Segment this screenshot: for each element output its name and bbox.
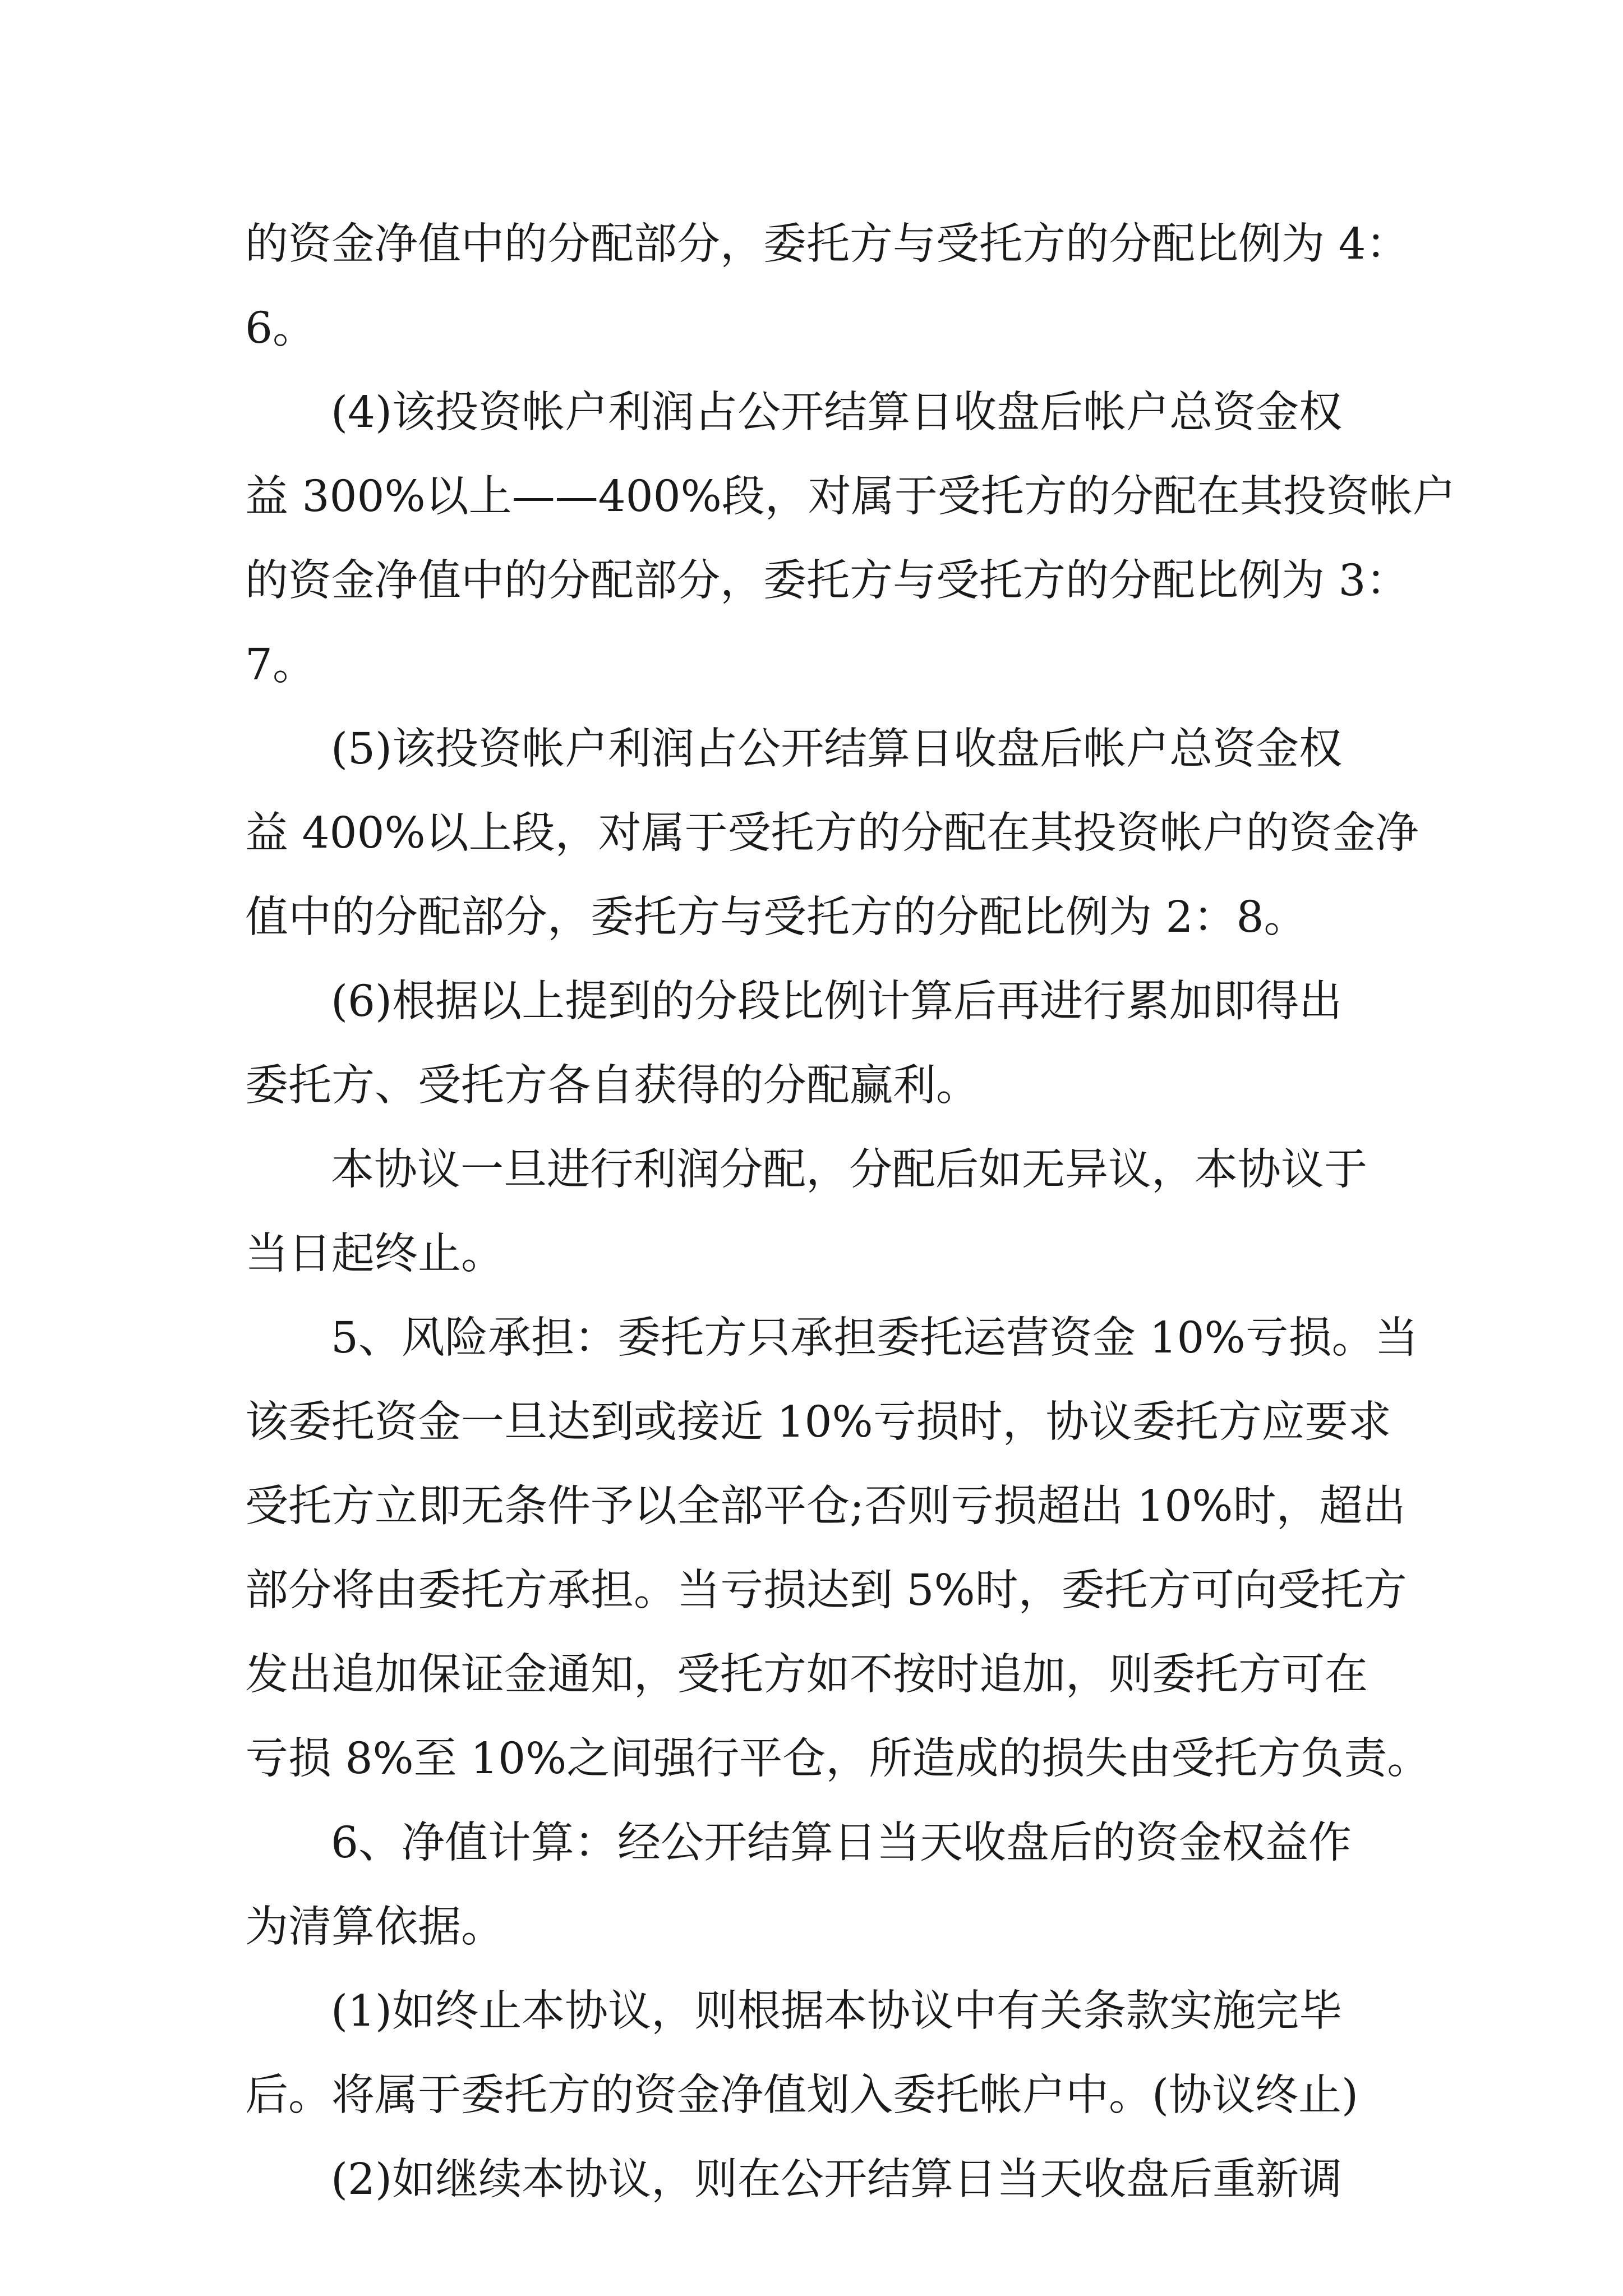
- text-line: (1)如终止本协议，则根据本协议中有关条款实施完毕: [331, 1986, 1343, 2036]
- text-line: 发出追加保证金通知，受托方如不按时追加，则委托方可在: [245, 1650, 1368, 1700]
- text-line: 为清算依据。: [245, 1902, 504, 1952]
- text-line: 的资金净值中的分配部分，委托方与受托方的分配比例为 4：: [245, 219, 1409, 269]
- text-line: 受托方立即无条件予以全部平仓;否则亏损超出 10%时，超出: [245, 1481, 1406, 1531]
- text-line: 当日起终止。: [245, 1229, 504, 1279]
- text-line: 7。: [245, 640, 316, 690]
- text-line: 的资金净值中的分配部分，委托方与受托方的分配比例为 3：: [245, 556, 1409, 606]
- text-line: 该委托资金一旦达到或接近 10%亏损时，协议委托方应要求: [245, 1397, 1391, 1447]
- text-line: 6。: [245, 303, 316, 353]
- text-line: (2)如继续本协议，则在公开结算日当天收盘后重新调: [331, 2155, 1343, 2205]
- text-line: 委托方、受托方各自获得的分配赢利。: [245, 1061, 979, 1111]
- text-line: 5、风险承担：委托方只承担委托运营资金 10%亏损。当: [331, 1313, 1418, 1363]
- text-line: 6、净值计算：经公开结算日当天收盘后的资金权益作: [331, 1818, 1352, 1868]
- text-line: 值中的分配部分，委托方与受托方的分配比例为 2：8。: [245, 892, 1307, 942]
- text-line: (4)该投资帐户利润占公开结算日收盘后帐户总资金权: [331, 388, 1343, 438]
- text-line: (6)根据以上提到的分段比例计算后再进行累加即得出: [331, 977, 1343, 1027]
- text-line: 益 400%以上段，对属于受托方的分配在其投资帐户的资金净: [245, 808, 1419, 858]
- text-line: 益 300%以上——400%段，对属于受托方的分配在其投资帐户: [245, 472, 1456, 522]
- text-line: (5)该投资帐户利润占公开结算日收盘后帐户总资金权: [331, 724, 1343, 774]
- text-line: 亏损 8%至 10%之间强行平仓，所造成的损失由受托方负责。: [245, 1734, 1431, 1784]
- text-line: 部分将由委托方承担。当亏损达到 5%时，委托方可向受托方: [245, 1566, 1407, 1616]
- text-line: 后。将属于委托方的资金净值划入委托帐户中。(协议终止): [245, 2070, 1359, 2120]
- text-line: 本协议一旦进行利润分配，分配后如无异议，本协议于: [331, 1145, 1367, 1195]
